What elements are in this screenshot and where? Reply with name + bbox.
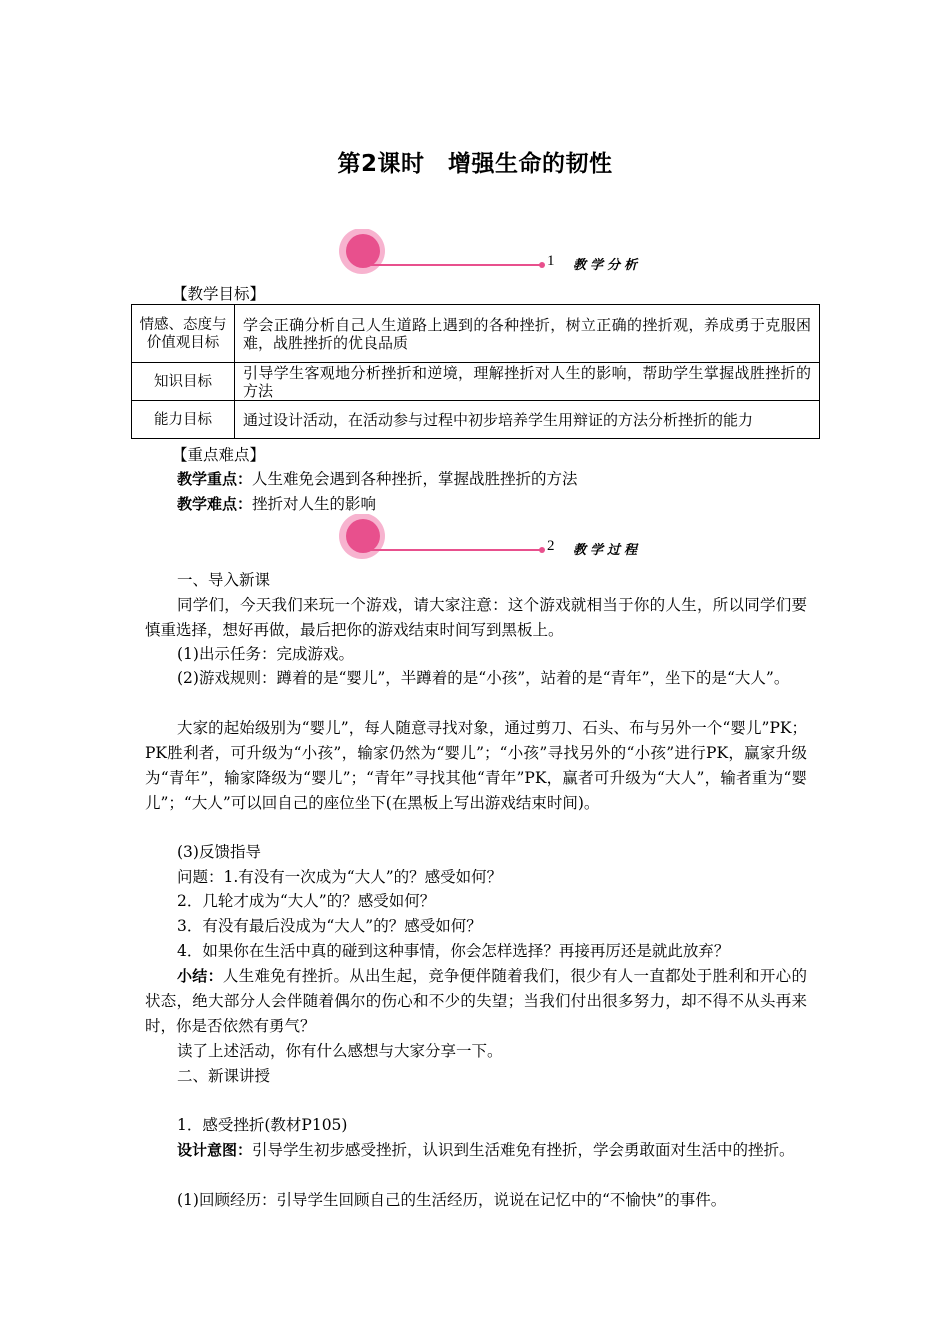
goal-label: 情感、态度与价值观目标: [132, 305, 235, 363]
focus-paragraph: [145, 467, 807, 492]
key-points-heading: 【重点难点】: [172, 446, 266, 464]
goal-content: 学会正确分析自己人生道路上遇到的各种挫折，树立正确的挫折观，养成勇于克服困难，战胜挫折的优良品质: [235, 305, 820, 363]
table-row: [132, 363, 820, 401]
intent-label: 设计意图：: [177, 1141, 253, 1159]
section-banner-2: [335, 514, 655, 566]
focus-text: 人生难免会遇到各种挫折，掌握战胜挫折的方法: [252, 470, 578, 488]
question-2: 2．几轮才成为“大人”的？感受如何？: [177, 892, 436, 910]
feedback-heading: (3)反馈指导: [177, 843, 261, 861]
goal-label: 能力目标: [132, 401, 235, 439]
review-paragraph: (1)回顾经历：引导学生回顾自己的生活经历，说说在记忆中的“不愉快”的事件。: [177, 1191, 727, 1209]
summary-label: 小结：: [177, 967, 223, 985]
section-label: 教学分析: [573, 258, 642, 273]
task-paragraph: (1)出示任务：完成游戏。: [177, 645, 354, 663]
goal-content: 通过设计活动，在活动参与过程中初步培养学生用辩证的方法分析挫折的能力: [235, 401, 820, 439]
table-row: [132, 305, 820, 363]
section-number: 1: [547, 253, 555, 269]
rules-detail-paragraph: 大家的起始级别为“婴儿”，每人随意寻找对象，通过剪刀、石头、布与另外一个“婴儿”PK；PK胜利者，可升级为“小孩”，输家仍然为“婴儿”；“小孩”寻找另外的“小孩”进行PK，赢家升级为“青年”，输家降级为“婴儿”；“青年”寻找其他“青年”PK，赢者可升级为“大人”，输者重为“婴儿”；“大人”可以回自己的座位坐下(在黑板上写出游戏结束时间)。: [145, 719, 807, 812]
difficulty-text: 挫折对人生的影响: [252, 495, 377, 513]
table-row: [132, 401, 820, 439]
focus-label: 教学重点：: [177, 470, 253, 488]
share-paragraph: 读了上述活动，你有什么感想与大家分享一下。: [177, 1042, 503, 1060]
summary-text: 人生难免有挫折。从出生起，竞争便伴随着我们，很少有人一直都处于胜利和开心的状态，绝大部分人会伴随着偶尔的伤心和不少的失望；当我们付出很多努力，却不得不从头再来时，你是否依然有勇气？: [145, 967, 807, 1035]
intent-paragraph: [145, 1138, 807, 1163]
intro-paragraph: 同学们，今天我们来玩一个游戏，请大家注意：这个游戏就相当于你的人生，所以同学们要慎重选择，想好再做，最后把你的游戏结束时间写到黑板上。: [145, 596, 807, 639]
question-4: 4．如果你在生活中真的碰到这种事情，你会怎样选择？再接再厉还是就此放弃？: [177, 942, 730, 960]
subsection-1-heading: 1．感受挫折(教材P105): [177, 1116, 348, 1134]
question-3: 3．有没有最后没成为“大人”的？感受如何？: [177, 917, 482, 935]
section-banner-1: [335, 229, 655, 281]
question-1: 问题：1.有没有一次成为“大人”的？感受如何？: [177, 868, 503, 886]
page-title: 第2课时 增强生命的韧性: [337, 151, 613, 177]
section-label: 教学过程: [573, 543, 642, 558]
goals-table: [131, 304, 820, 439]
goal-content: 引导学生客观地分析挫折和逆境，理解挫折对人生的影响，帮助学生掌握战胜挫折的方法: [235, 363, 820, 401]
intro-heading: 一、导入新课: [177, 571, 271, 589]
intent-text: 引导学生初步感受挫折，认识到生活难免有挫折，学会勇敢面对生活中的挫折。: [252, 1141, 795, 1159]
new-lesson-heading: 二、新课讲授: [177, 1067, 271, 1085]
goals-heading: 【教学目标】: [172, 285, 266, 303]
section-number: 2: [547, 538, 555, 554]
difficulty-label: 教学难点：: [177, 495, 253, 513]
rules-paragraph: (2)游戏规则：蹲着的是“婴儿”，半蹲着的是“小孩”，站着的是“青年”，坐下的是“大人”。: [177, 669, 790, 687]
goal-label: 知识目标: [132, 363, 235, 401]
summary-paragraph: [145, 964, 807, 1039]
